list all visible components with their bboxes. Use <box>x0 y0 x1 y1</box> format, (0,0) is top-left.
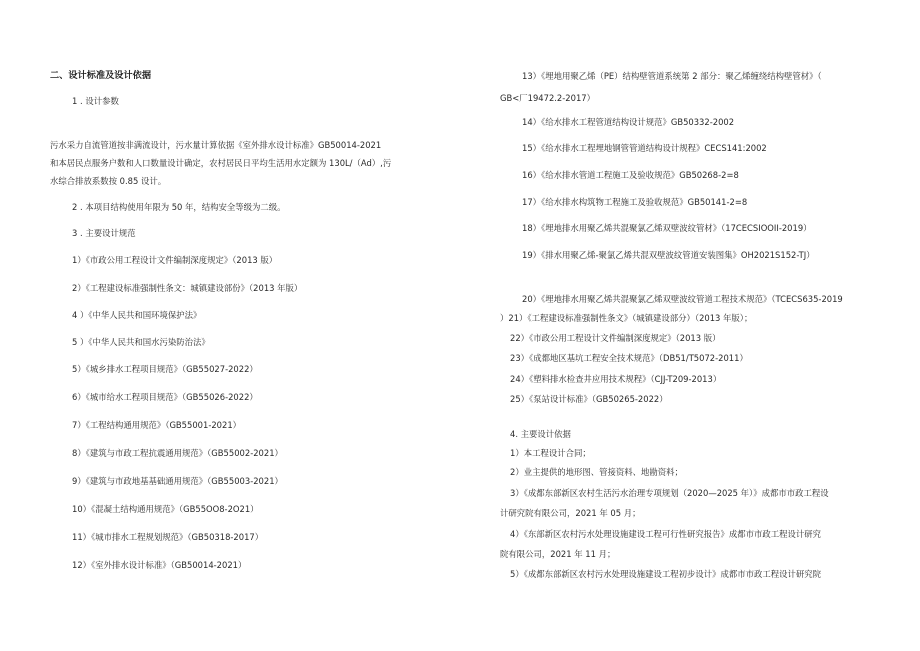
basis-list-item: 院有限公司，2021 年 11 月； <box>500 549 616 559</box>
paragraph-line: 水综合排放系数按 0.85 设计。 <box>50 176 167 186</box>
code-list-item: 11）《城市排水工程规划规范》（GB50318-2017） <box>72 532 264 542</box>
main-basis-title: 4. 主要设计依据 <box>510 429 571 439</box>
code-list-item: 22）《市政公用工程设计文件编制深度规定》（2013 版） <box>510 333 721 343</box>
design-parameters-title: 1 . 设计参数 <box>72 96 119 106</box>
code-list-item: 13）《埋地用聚乙烯（PE）结构壁管道系统第 2 部分：聚乙烯缠绕结构壁管材》（ <box>522 71 822 81</box>
code-list-item: 12）《室外排水设计标准》（GB50014-2021） <box>72 560 247 570</box>
code-list-item: 23）《成都地区基坑工程安全技术规范》（DB51/T5072-2011） <box>510 353 748 363</box>
code-list-item: 25）《泵站设计标准》（GB50265-2022） <box>510 394 668 404</box>
code-list-item: 16）《给水排水管道工程施工及验收规范》GB50268-2=8 <box>522 170 739 180</box>
basis-list-item: 2）业主提供的地形图、管接资料、地勘资料； <box>510 467 683 477</box>
section-heading: 二、设计标准及设计依据 <box>50 70 152 81</box>
service-life-note: 2 . 本项目结构使用年限为 50 年，结构安全等级为二级。 <box>72 202 286 212</box>
main-codes-title: 3 . 主要设计规范 <box>72 228 136 238</box>
paragraph-line: 污水采力自流管道按非满流设计，污水量计算依据《室外排水设计标准》GB50014-2021 <box>50 140 382 150</box>
code-list-item: 8）《建筑与市政工程抗震通用规范》（GB55002-2021） <box>72 448 283 458</box>
paragraph-line: 和本居民点服务户数和人口数量设计确定，农村居民日平均生活用水定额为 130L/（Ad）,污 <box>50 158 392 168</box>
basis-list-item: 1）本工程设计合同； <box>510 448 591 458</box>
basis-list-item: 5）《成都东部新区农村污水处理设施建设工程初步设计》成都市市政工程设计研究院 <box>510 569 822 579</box>
code-list-item: 10）《混凝土结构通用规范》（GB55OO8-2O21） <box>72 504 259 514</box>
basis-list-item: 计研究院有限公司，2021 年 05 月； <box>500 508 641 518</box>
code-list-item: 1）《市政公用工程设计文件编制深度规定》（2013 版） <box>72 255 278 265</box>
code-list-item: 17）《给水排水构筑物工程施工及验收规范》GB50141-2=8 <box>522 197 748 207</box>
basis-list-item: 4）《东部新区农村污水处理设施建设工程可行性研究报告》成都市市政工程设计研究 <box>510 529 822 539</box>
code-list-item: 5）《城乡排水工程项目规范》（GB55027-2022） <box>72 364 258 374</box>
code-list-item: 4 ）《中华人民共和国环境保护法》 <box>72 310 202 320</box>
code-list-item: 6）《城市给水工程项目规范》（GB55026-2022） <box>72 392 258 402</box>
code-list-item: 9）《建筑与市政地基基础通用规范》（GB55003-2021） <box>72 476 283 486</box>
code-list-item: ）21）《工程建设标准强制性条文》（城镇建设部分）（2013 年版）； <box>500 313 753 323</box>
code-list-item: 15）《给水排水工程埋地钢管管道结构设计规程》CECS141:2002 <box>522 143 767 153</box>
code-list-item: 7）《工程结构通用规范》（GB55001-2021） <box>72 420 242 430</box>
code-list-item: 14）《给水排水工程管道结构设计规范》GB50332-2002 <box>522 117 735 127</box>
basis-list-item: 3）《成都东部新区农村生活污水治理专项规划（2020—2025 年）》成都市市政工程设 <box>510 488 829 498</box>
code-list-item: 20）《埋地排水用聚乙烯共混聚氯乙烯双壁波纹管道工程技术规范》（TCECS635-2019 <box>522 294 843 304</box>
code-list-item: GB<厂19472.2-2017） <box>500 93 595 103</box>
code-list-item: 2）《工程建设标准强制性条文：城镇建设部份》（2013 年版） <box>72 283 303 293</box>
code-list-item: 5 ）《中华人民共和国水污染防治法》 <box>72 337 210 347</box>
code-list-item: 18）《埋地排水用聚乙烯共混聚氯乙烯双壁波纹管材》（17CECSIOOII-2019） <box>522 223 812 233</box>
code-list-item: 19）《排水用聚乙烯-聚氯乙烯共混双壁波纹管道安装图集》OH2021S152-TJ） <box>522 250 815 260</box>
code-list-item: 24）《塑料排水检查井应用技术规程》（CJJ-T209-2013） <box>510 374 722 384</box>
